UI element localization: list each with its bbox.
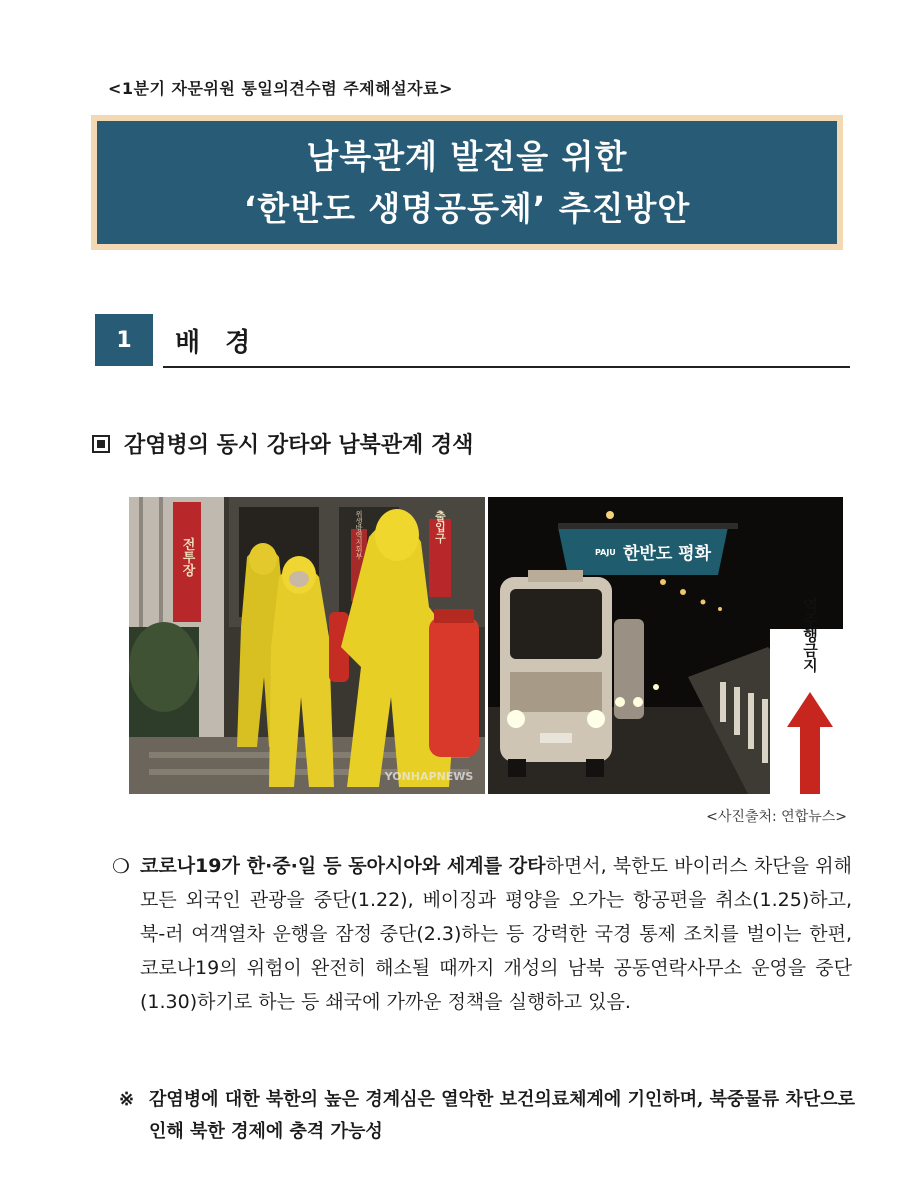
title-line-2: ‘한반도 생명공동체’ 추진방안	[243, 188, 691, 228]
subsection-heading	[92, 428, 473, 459]
title-line-1: 남북관계 발전을 위한	[306, 136, 628, 176]
section-number: 1	[95, 314, 153, 366]
banner-text-3: 위생방역지휘부	[355, 510, 363, 560]
photo-disinfection	[129, 497, 485, 794]
reference-mark-icon: ※	[119, 1089, 135, 1110]
sign-main-text: 한반도 평화	[623, 544, 712, 564]
note	[119, 1084, 859, 1148]
paragraph-text	[140, 849, 852, 1019]
note-text: 감염병에 대한 북한의 높은 경계심은 열악한 보건의료체계에 기인하며, 북중물류 차단으로 인해 북한 경제에 충격 가능성	[149, 1089, 856, 1142]
roadsign-text: 역주행금지	[801, 597, 819, 673]
sign-city-text: PAJU	[595, 548, 616, 557]
document-header: <1분기 자문위원 통일의견수렴 주제해설자료>	[108, 79, 453, 98]
title-box	[91, 115, 843, 250]
section-heading	[95, 314, 850, 370]
bullet-paragraph	[112, 849, 852, 1019]
banner-text-1: 전투장	[179, 537, 195, 577]
circle-bullet-icon: ❍	[112, 854, 130, 878]
photo-caption: <사진출처: 연합뉴스>	[706, 809, 847, 825]
photo-watermark: YONHAPNEWS	[384, 770, 474, 783]
section-title: 배 경	[175, 328, 259, 358]
subsection-title: 감염병의 동시 강타와 남북관계 경색	[124, 433, 474, 458]
square-bullet-icon	[92, 435, 110, 453]
photo-paju-bus	[488, 497, 843, 794]
paragraph-rest: 하면서, 북한도 바이러스 차단을 위해 모든 외국인 관광을 중단(1.22), 베이징과 평양을 오가는 항공편을 취소(1.25)하고, 북-러 여객열차 운행을 잠정 중단(2.3)하는 등 강력한 국경 통제 조치를 벌이는 한편, 코로나19의 위험이 완전히 해소될 때까지 개성의 남북 공동연락사무소 운영을 중단(1.30)하기로 하는 등 쇄국에 가까운 정책을 실행하고 있음.	[140, 855, 852, 1013]
title-panel	[97, 121, 837, 244]
section-divider	[163, 366, 850, 368]
paragraph-bold: 코로나19가 한·중·일 등 동아시아와 세계를 강타	[140, 855, 546, 877]
banner-text-2: 출입구	[433, 510, 447, 544]
